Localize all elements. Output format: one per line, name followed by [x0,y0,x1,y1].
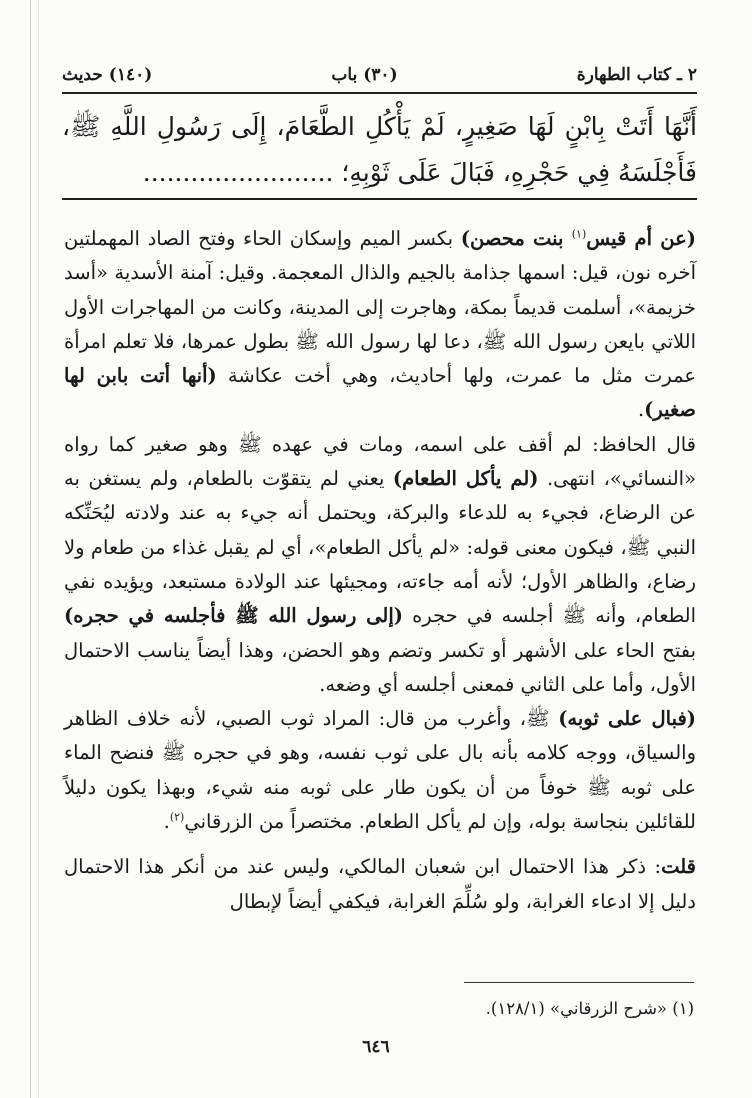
header-chapter: (٣٠) باب [331,65,398,85]
lemma: قلت [661,855,696,879]
commentary [64,222,696,919]
footnote-marker[interactable]: (١) [571,227,587,241]
lemma: بنت محصن) [460,227,572,250]
running-header [62,62,697,88]
footnote: (١) «شرح الزرقاني» (١٢٨/١). [485,999,694,1018]
lemma: (لم يأكل الطعام) [392,467,539,491]
lemma: (إلى رسول الله ﷺ فأجلسه في حجره) [64,604,403,628]
commentary-paragraph: قال الحافظ: لم أقف على اسمه، ومات في عهده ﷺ وهو صغير كما رواه «النسائي»، انتهى. (لم يأكل الطعام) يعني لم يتقوّت بالطعام، ولم يستغن به عن الرضاع، فجيء به للدعاء والبركة، ويحتمل أنه جيء به عند ولادته ليُحَنِّكه النبي ﷺ، فيكون معنى قوله: «لم يأكل الطعام»، أي لم يقبل غذاء من طعام ولا رضاع، والظاهر الأول؛ لأنه أمه جاءته، ومجيئها عند الولادة مستبعد، ويؤيده نفي الطعام، وأنه ﷺ أجلسه في حجره (إلى رسول الله ﷺ فأجلسه في حجره) بفتح الحاء على الأشهر أو تكسر وتضم وهو الحضن، وهذا أيضاً يناسب الاحتمال الأول، وأما على الثاني فمعنى أجلسه أي وضعه. [64,432,697,696]
binding-line [30,0,31,1098]
header-hadith-number: (١٤٠) حديث [62,65,153,85]
page-number: ٦٤٦ [362,1037,390,1057]
commentary-paragraph: قلت: ذكر هذا الاحتمال ابن شعبان المالكي، وليس عند من أنكر هذا الاحتمال دليل إلا ادعاء الغرابة، ولو سُلِّمَ الغرابة، فيكفي أيضاً لإبطال [64,855,696,913]
header-divider [62,92,697,94]
commentary-paragraph: (فبال على ثوبه) ﷺ، وأغرب من قال: المراد ثوب الصبي، لأنه خلاف الظاهر والسياق، ووجه كلامه بأنه بال على ثوب نفسه، وهو في حجره ﷺ فنضح الماء على ثوبه ﷺ خوفاً من أن يكون طار على ثوبه منه شيء، وبهذا يكون دليلاً للقائلين بنجاسة بوله، وإن لم يأكل الطعام. مختصراً من الزرقاني$^{(٢)}$. [64,707,696,834]
commentary-paragraph: (عن أم قيس$^{(١)}$ بنت محصن) بكسر الميم وإسكان الحاء وفتح الصاد المهملتين آخره نون، قيل: اسمها جذامة بالجيم والذال المعجمة. وقيل: آمنة الأسدية «أسد خزيمة»، أسلمت قديماً بمكة، وهاجرت إلى المدينة، وكانت من المهاجرات الأول اللاتي بايعن رسول الله ﷺ، دعا لها رسول الله ﷺ بطول عمرها، فلا تعلم امرأة عمرت مثل ما عمرت، ولها أحاديث، وهي أخت عكاشة (أنها أتت بابن لها صغير). [64,227,696,422]
header-book: ٢ ـ كتاب الطهارة [576,65,697,85]
binding-line [38,0,39,1098]
lemma: (عن أم قيس [586,227,696,250]
hadith-text: أَنَّهَا أَتَتْ بِابْنٍ لَهَا صَغِيرٍ، لَمْ يَأْكُلِ الطَّعَامَ، إِلَى رَسُولِ اللَّهِ ﷺ، فَأَجْلَسَهُ فِي حَجْرِهِ، فَبَالَ عَلَى ثَوْبِهِ؛ ........................ [62,112,697,187]
hadith-divider [62,198,697,200]
footnote-divider [464,982,694,983]
lemma: (فبال على ثوبه) [558,707,696,731]
lemma: (أنها أتت بابن لها صغير) [64,364,696,422]
footnote-marker[interactable]: (٢) [169,810,185,824]
